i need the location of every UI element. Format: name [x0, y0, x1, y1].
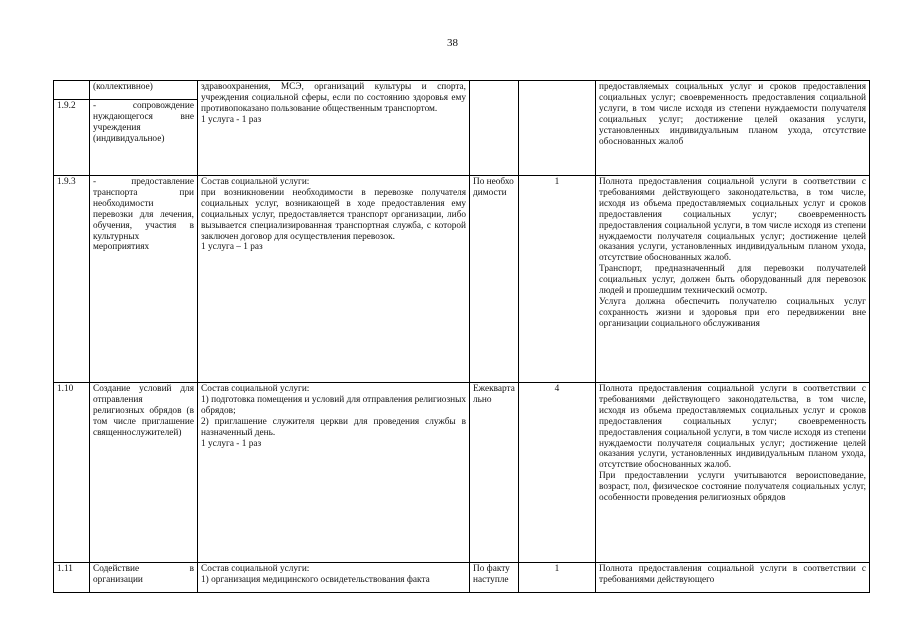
service-period: Ежеквартально — [470, 383, 519, 563]
service-name: Создание условий для отправления религиозных обрядов (в том числе приглашение священнослужителей) — [90, 383, 198, 563]
quality-text: Услуга должна обеспечить получателю социальных услуг сохранность жизни и здоровья при его передвижении вне организации социального обслуживания — [599, 296, 866, 329]
service-volume: 4 — [519, 383, 596, 563]
content-count: 1 услуга - 1 раз — [201, 114, 262, 125]
content-item: 2) приглашение служителя церкви для проведения службы в назначенный день. — [201, 416, 466, 438]
service-name: - предоставление транспорта при необходимости перевозки для лечения, обучения, участия в культурных мероприятиях — [90, 176, 198, 383]
table-row — [54, 563, 870, 593]
row-number: 1.10 — [54, 383, 90, 563]
table-row — [54, 81, 870, 100]
page-number: 38 — [447, 37, 458, 49]
service-period — [470, 81, 519, 176]
service-name: (коллективное) — [90, 81, 198, 100]
content-count: 1 услуга - 1 раз — [201, 438, 262, 449]
service-quality — [596, 563, 870, 593]
row-number — [54, 81, 90, 100]
table-row — [54, 383, 870, 563]
content-head: Состав социальной услуги: — [201, 177, 310, 187]
service-volume — [519, 81, 596, 176]
quality-text: Полнота предоставления социальной услуги в соответствии с требованиями действующего — [599, 564, 866, 585]
services-table — [53, 80, 870, 593]
row-number: 1.11 — [54, 563, 90, 593]
content-head: Состав социальной услуги: — [201, 564, 310, 574]
quality-text: Полнота предоставления социальной услуги в соответствии с требованиями действующего законодательства, в том числе, исходя из объема предоставляемых социальных услуг и сроков предоставления социальных услуг; своевременность предоставления социальной услуги, в том числе исходя из степени нуждаемости получателя социальных услуг; достижение целей оказания услуги, установленных индивидуальным планом ухода, отсутствие обоснованных жалоб. — [599, 384, 866, 471]
quality-text: Полнота предоставления социальной услуги в соответствии с требованиями действующего законодательства, в том числе, исходя из объема предоставляемых социальных услуг и сроков предоставления социальных услуг; своевременность предоставления социальной услуги, в том числе исходя из степени нуждаемости получателя социальных услуг; достижение целей оказания услуги, установленных индивидуальным планом ухода, отсутствие обоснованных жалоб. — [599, 177, 866, 264]
service-content — [198, 563, 470, 593]
content-count: 1 услуга – 1 раз — [201, 242, 263, 253]
service-quality — [596, 81, 870, 176]
service-period: По факту наступле — [470, 563, 519, 593]
service-content — [198, 81, 470, 176]
service-period: По необходимости — [470, 176, 519, 383]
service-name: Содействие в организации — [90, 563, 198, 593]
service-name: - сопровождение нуждающегося вне учреждения (индивидуальное) — [90, 100, 198, 176]
content-text: 1) организация медицинского освидетельствования факта — [201, 574, 430, 585]
content-head: Состав социальной услуги: — [201, 384, 310, 394]
table-row — [54, 176, 870, 383]
content-text: при возникновении необходимости в перевозке получателя социальных услуг, возникающей в ходе предоставления ему социальных услуг, предоставляется транспорт организации, либо вызывается специализированная транспортная служба, с которой заключен договор для осуществления перевозок. — [201, 187, 466, 242]
content-item: 1) подготовка помещения и условий для отправления религиозных обрядов; — [201, 394, 466, 416]
service-content — [198, 383, 470, 563]
row-number: 1.9.3 — [54, 176, 90, 383]
service-volume: 1 — [519, 563, 596, 593]
quality-text: предоставляемых социальных услуг и сроков предоставления социальных услуг; своевременность предоставления социальной услуги, в том числе исходя из степени нуждаемости получателя социальных услуг; достижение целей оказания услуги, установленных индивидуальным планом ухода, отсутствие обоснованных жалоб — [599, 82, 866, 147]
row-number: 1.9.2 — [54, 100, 90, 176]
service-quality — [596, 383, 870, 563]
quality-text: При предоставлении услуги учитываются вероисповедание, возраст, пол, физическое состояние получателя социальных услуг, особенности проведения религиозных обрядов — [599, 471, 866, 504]
service-content — [198, 176, 470, 383]
service-quality — [596, 176, 870, 383]
service-volume: 1 — [519, 176, 596, 383]
content-text: здравоохранения, МСЭ, организаций культуры и спорта, учреждения социальной сферы, если по состоянию здоровья ему противопоказано пользование общественным транспортом. — [201, 82, 466, 114]
quality-text: Транспорт, предназначенный для перевозки получателей социальных услуг, должен быть оборудованный для перевозок людей и прошедшим технический осмотр. — [599, 264, 866, 297]
